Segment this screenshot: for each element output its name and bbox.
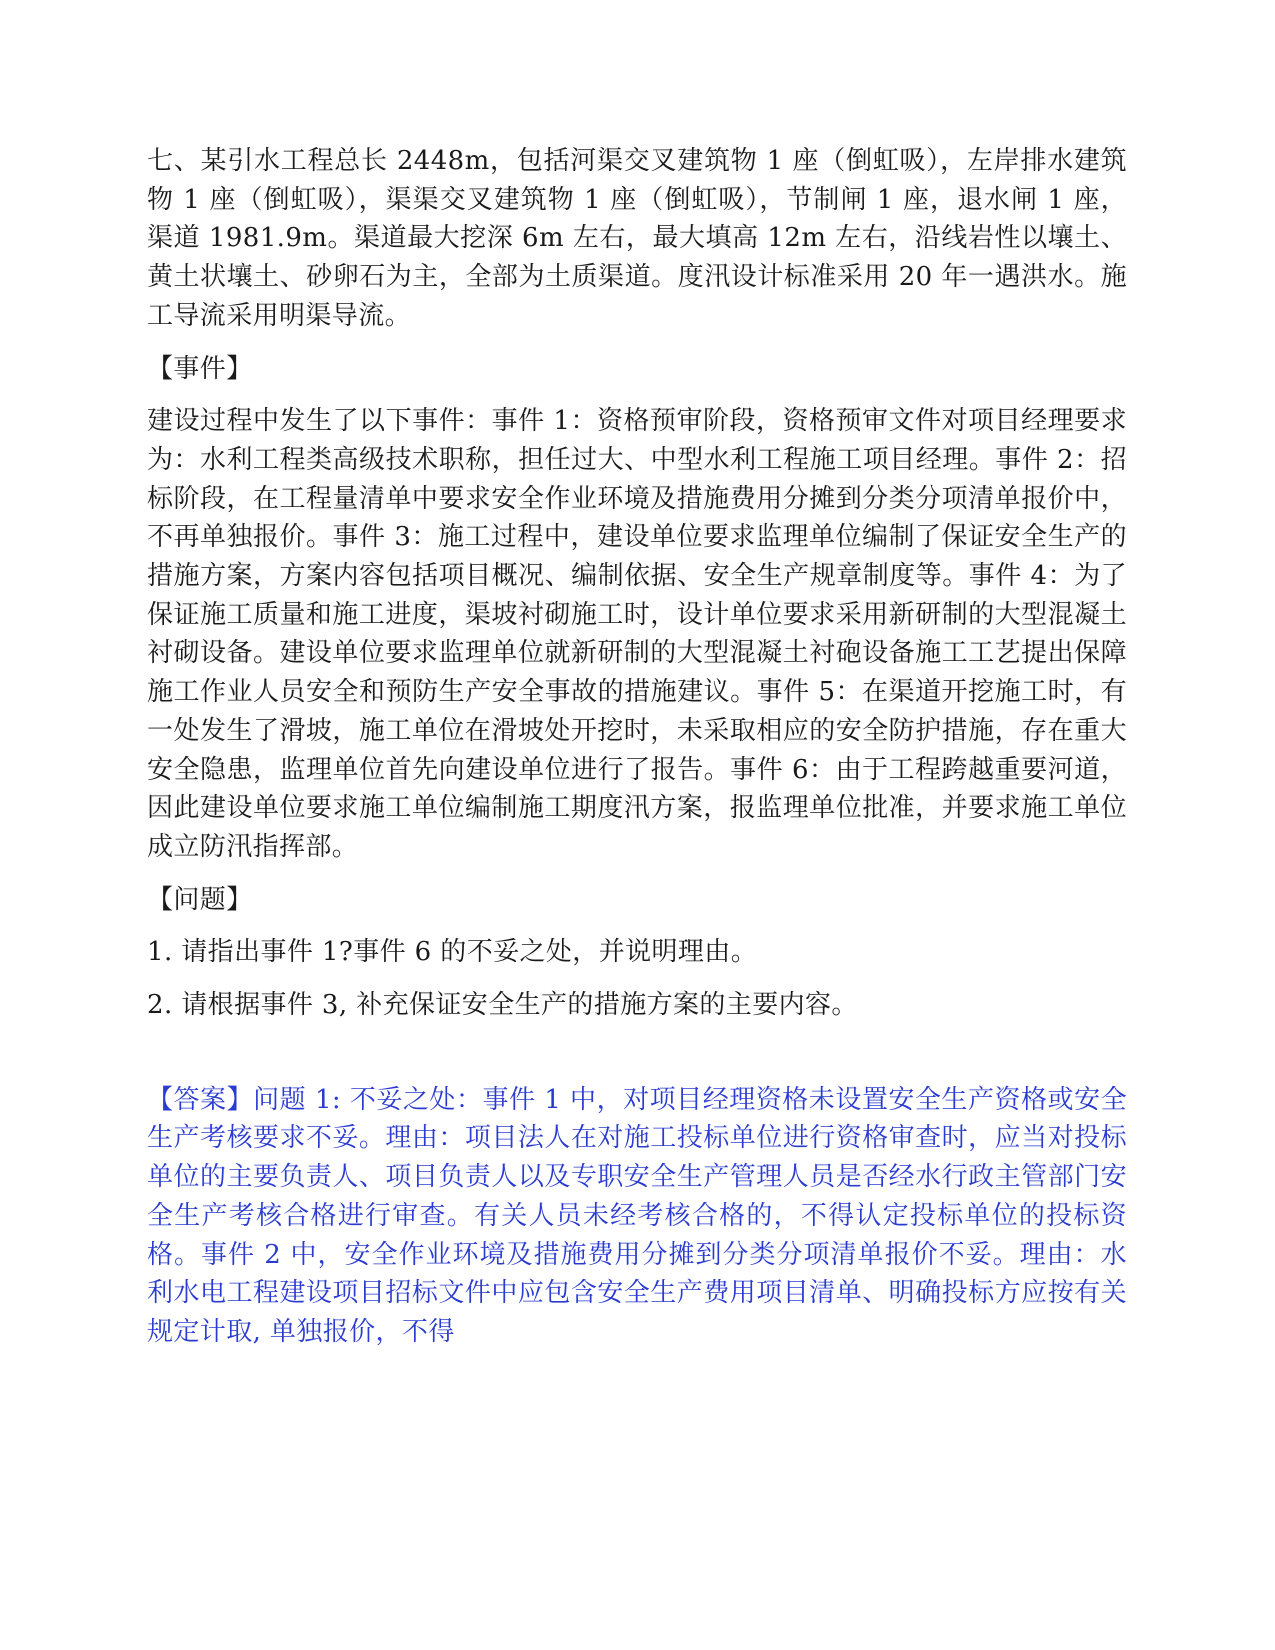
answer-paragraph: 【答案】问题 1: 不妥之处：事件 1 中，对项目经理资格未设置安全生产资格或安全生产考核要求不妥。理由：项目法人在对施工投标单位进行资格审查时，应当对投标单位的主要负责人、项目负责人以及专职安全生产管理人员是否经水行政主管部门安全生产考核合格进行审查。有关人员未经考核合格的，不得认定投标单位的投标资格。事件 2 中，安全作业环境及措施费用分摊到分类分项清单报价不妥。理由：水利水电工程建设项目招标文件中应包含安全生产费用项目清单、明确投标方应按有关规定计取, 单独报价，不得 <box>147 1084 1127 1347</box>
questions-heading: 【问题】 <box>147 884 253 915</box>
spacer <box>147 972 1127 986</box>
spacer <box>147 1025 1127 1081</box>
events-heading: 【事件】 <box>147 353 253 384</box>
document-page <box>147 142 1127 1352</box>
question-2: 2. 请根据事件 3, 补充保证安全生产的措施方案的主要内容。 <box>147 990 858 1021</box>
spacer <box>147 336 1127 350</box>
events-paragraph: 建设过程中发生了以下事件：事件 1：资格预审阶段，资格预审文件对项目经理要求为：水利工程类高级技术职称，担任过大、中型水利工程施工项目经理。事件 2：招标阶段，在工程量清单中要求安全作业环境及措施费用分摊到分类分项清单报价中，不再单独报价。事件 3：施工过程中，建设单位要求监理单位编制了保证安全生产的措施方案，方案内容包括项目概况、编制依据、安全生产规章制度等。事件 4：为了保证施工质量和施工进度，渠坡衬砌施工时，设计单位要求采用新研制的大型混凝土衬砌设备。建设单位要求监理单位就新研制的大型混凝土衬砲设备施工工艺提出保障施工作业人员安全和预防生产安全事故的措施建议。事件 5：在渠道开挖施工时，有一处发生了滑坡，施工单位在滑坡处开挖时，未采取相应的安全防护措施，存在重大安全隐患，监理单位首先向建设单位进行了报告。事件 6：由于工程跨越重要河道，因此建设单位要求施工单位编制施工期度汛方案，报监理单位批准，并要求施工单位成立防汛指挥部。 <box>147 406 1127 862</box>
spacer <box>147 919 1127 933</box>
intro-paragraph: 七、某引水工程总长 2448m，包括河渠交叉建筑物 1 座（倒虹吸），左岸排水建筑物 1 座（倒虹吸），渠渠交叉建筑物 1 座（倒虹吸），节制闸 1 座，退水闸 1 座，渠道 1981.9m。渠道最大挖深 6m 左右，最大填高 12m 左右，沿线岩性以壤土、黄土状壤土、砂卵石为主，全部为土质渠道。度汛设计标准采用 20 年一遇洪水。施工导流采用明渠导流。 <box>147 146 1127 331</box>
spacer <box>147 867 1127 881</box>
question-1: 1. 请指出事件 1?事件 6 的不妥之处，并说明理由。 <box>147 937 758 968</box>
spacer <box>147 388 1127 402</box>
